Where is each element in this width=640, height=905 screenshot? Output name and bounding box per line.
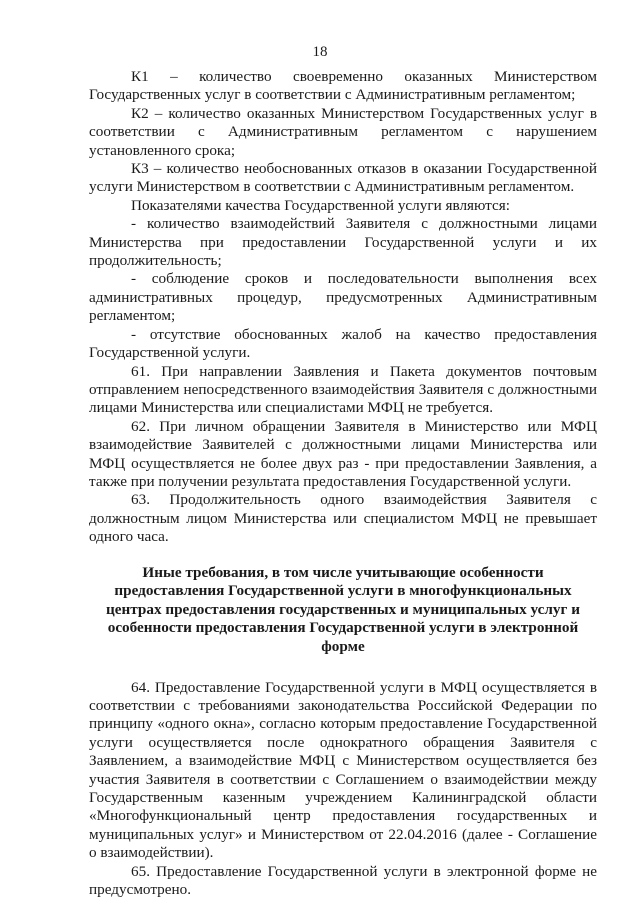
- document-body: [89, 68, 597, 899]
- paragraph-bullet-deadlines: - соблюдение сроков и последовательности выполнения всех административных процедур, предусмотренных Административным регламентом;: [89, 270, 597, 325]
- paragraph-65: 65. Предоставление Государственной услуги в электронной форме не предусмотрено.: [89, 862, 597, 898]
- paragraph-bullet-interactions: - количество взаимодействий Заявителя с должностными лицами Министерства при предоставлении Государственной услуги и их продолжительность;: [89, 215, 597, 270]
- paragraph-63: 63. Продолжительность одного взаимодействия Заявителя с должностным лицом Министерства или специалистом МФЦ не превышает одного часа.: [89, 491, 597, 546]
- paragraph-k1: К1 – количество своевременно оказанных Министерством Государственных услуг в соответствии с Административным регламентом;: [89, 68, 597, 104]
- paragraph-k2: К2 – количество оказанных Министерством Государственных услуг в соответствии с Административным регламентом с нарушением установленного срока;: [89, 104, 597, 159]
- paragraph-62: 62. При личном обращении Заявителя в Министерство или МФЦ взаимодействие Заявителей с должностными лицами Министерства или МФЦ осуществляется не более двух раз - при предоставлении Заявления, а также при получении результата предоставления Государственной услуги.: [89, 417, 597, 490]
- page-number: 18: [312, 44, 328, 60]
- section-heading: Иные требования, в том числе учитывающие особенности предоставления Государственной услуги в многофункциональных центрах предоставления государственных и муниципальных услуг и особенности предоставления Государственной услуги в электронной форме: [106, 563, 580, 655]
- paragraph-bullet-complaints: - отсутствие обоснованных жалоб на качество предоставления Государственной услуги.: [89, 325, 597, 362]
- paragraph-k3: К3 – количество необоснованных отказов в оказании Государственной услуги Министерством в соответствии с Административным регламентом.: [89, 160, 597, 196]
- paragraph-quality-indicators: Показателями качества Государственной услуги являются:: [131, 196, 510, 214]
- paragraph-64: 64. Предоставление Государственной услуги в МФЦ осуществляется в соответствии с требованиями законодательства Российской Федерации по принципу «одного окна», согласно которым предоставление Государственной услуги осуществляется после однократного обращения Заявителя с Заявлением, а взаимодействие МФЦ с Министерством осуществляется без участия Заявителя в соответствии с Соглашением о взаимодействии между Государственным казенным учреждением Калининградской области «Многофункциональный центр предоставления государственных и муниципальных услуг» и Министерством от 22.04.2016 (далее - Соглашение о взаимодействии).: [89, 678, 597, 862]
- paragraph-61: 61. При направлении Заявления и Пакета документов почтовым отправлением непосредственного взаимодействия Заявителя с должностными лицами Министерства или специалистами МФЦ не требуется.: [89, 362, 597, 417]
